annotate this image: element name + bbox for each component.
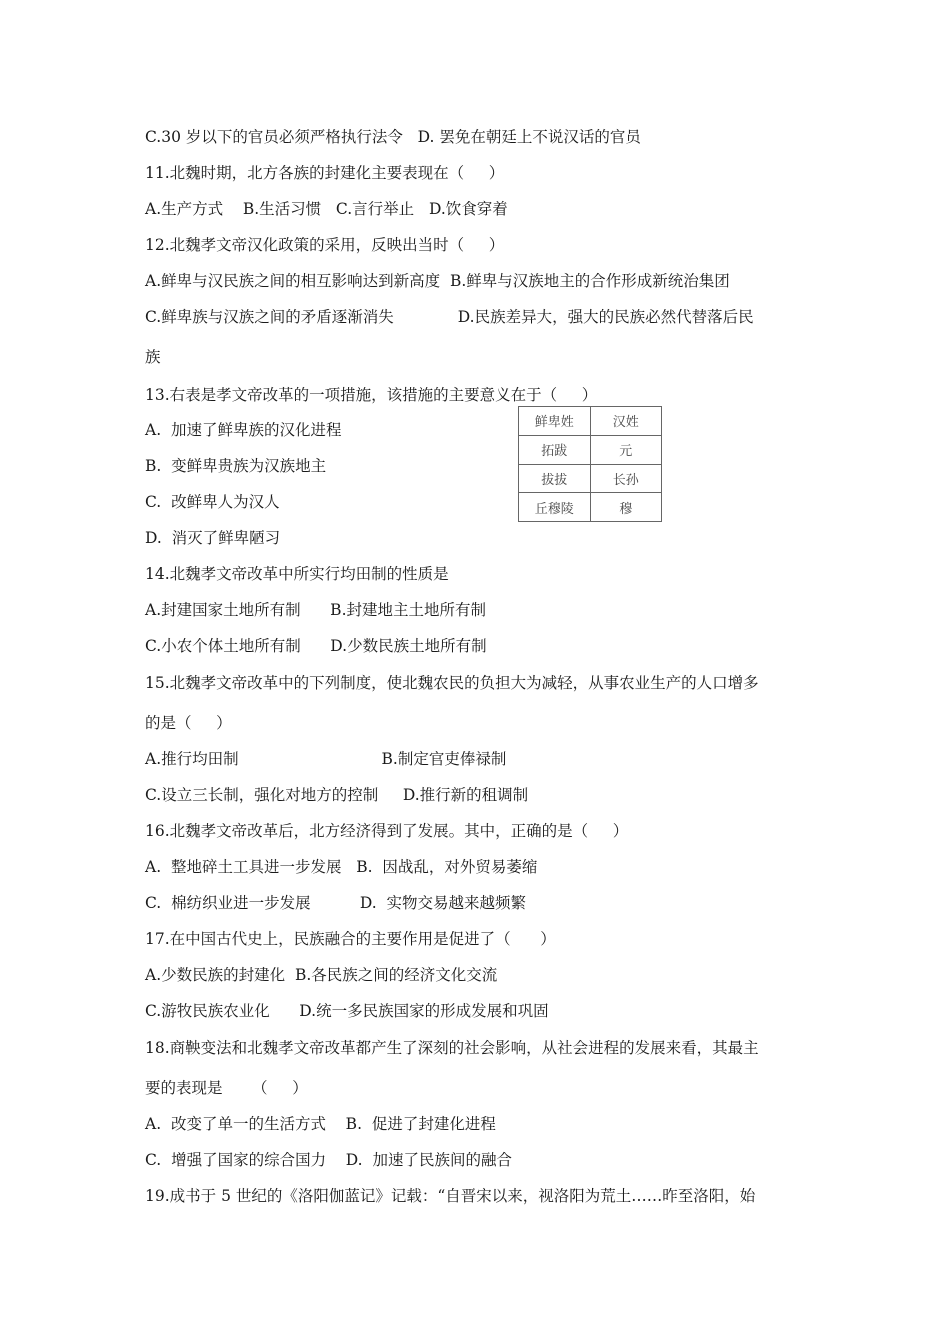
table-cell: 长孙 — [590, 464, 662, 493]
q13-option-c: C. 改鲜卑人为汉人 — [145, 493, 280, 511]
table-row — [519, 464, 662, 493]
surname-table — [518, 406, 662, 522]
q15-options-cd: C.设立三长制，强化对地方的控制 D.推行新的租调制 — [145, 786, 529, 804]
table-header-row — [519, 407, 662, 436]
table-row — [519, 493, 662, 522]
q14-options-cd: C.小农个体土地所有制 D.少数民族土地所有制 — [145, 637, 487, 655]
table-cell: 穆 — [590, 493, 662, 522]
q18-question-cont: 要的表现是 （ ） — [145, 1079, 308, 1097]
q13-option-b: B. 变鲜卑贵族为汉族地主 — [145, 457, 327, 475]
q12-options-ab: A.鲜卑与汉民族之间的相互影响达到新高度 B.鲜卑与汉族地主的合作形成新统治集团 — [145, 272, 730, 290]
q12-options-cd: C.鲜卑族与汉族之间的矛盾逐渐消失 D.民族差异大，强大的民族必然代替落后民 — [145, 308, 754, 326]
q14-question: 14.北魏孝文帝改革中所实行均田制的性质是 — [145, 565, 449, 583]
q18-options-ab: A. 改变了单一的生活方式 B. 促进了封建化进程 — [145, 1115, 496, 1133]
q12-question: 12.北魏孝文帝汉化政策的采用，反映出当时（ ） — [145, 236, 505, 254]
q16-options-cd: C. 棉纺织业进一步发展 D. 实物交易越来越频繁 — [145, 894, 527, 912]
q13-question: 13.右表是孝文帝改革的一项措施，该措施的主要意义在于（ ） — [145, 386, 598, 404]
q18-options-cd: C. 增强了国家的综合国力 D. 加速了民族间的融合 — [145, 1151, 512, 1169]
q15-question: 15.北魏孝文帝改革中的下列制度，使北魏农民的负担大为减轻，从事农业生产的人口增多 — [145, 674, 759, 692]
table-header-cell: 汉姓 — [590, 407, 662, 436]
q14-options-ab: A.封建国家土地所有制 B.封建地主土地所有制 — [145, 601, 487, 619]
table-cell: 元 — [590, 435, 662, 464]
table-row — [519, 435, 662, 464]
q18-question: 18.商鞅变法和北魏孝文帝改革都产生了深刻的社会影响，从社会进程的发展来看，其最主 — [145, 1039, 759, 1057]
q19-question: 19.成书于 5 世纪的《洛阳伽蓝记》记载：“自晋宋以来，视洛阳为荒土……昨至洛阳，始 — [145, 1187, 756, 1205]
q17-options-ab: A.少数民族的封建化 B.各民族之间的经济文化交流 — [145, 966, 498, 984]
table-cell: 拔拔 — [519, 464, 591, 493]
q16-question: 16.北魏孝文帝改革后，北方经济得到了发展。其中，正确的是（ ） — [145, 822, 629, 840]
q11-question: 11.北魏时期，北方各族的封建化主要表现在（ ） — [145, 164, 505, 182]
q16-options-ab: A. 整地碎土工具进一步发展 B. 因战乱，对外贸易萎缩 — [145, 858, 538, 876]
q12-option-d-cont: 族 — [145, 348, 161, 366]
q13-option-a: A. 加速了鲜卑族的汉化进程 — [145, 421, 342, 439]
q13-option-d: D. 消灭了鲜卑陋习 — [145, 529, 281, 547]
table-header-cell: 鲜卑姓 — [519, 407, 591, 436]
q15-options-ab: A.推行均田制 B.制定官吏俸禄制 — [145, 750, 507, 768]
q10-options-cd: C.30 岁以下的官员必须严格执行法令 D. 罢免在朝廷上不说汉话的官员 — [145, 128, 641, 146]
q17-question: 17.在中国古代史上，民族融合的主要作用是促进了（ ） — [145, 930, 556, 948]
table-cell: 丘穆陵 — [519, 493, 591, 522]
q15-question-cont: 的是（ ） — [145, 714, 232, 732]
table-cell: 拓跋 — [519, 435, 591, 464]
q11-options: A.生产方式 B.生活习惯 C.言行举止 D.饮食穿着 — [145, 200, 508, 218]
q17-options-cd: C.游牧民族农业化 D.统一多民族国家的形成发展和巩固 — [145, 1002, 549, 1020]
